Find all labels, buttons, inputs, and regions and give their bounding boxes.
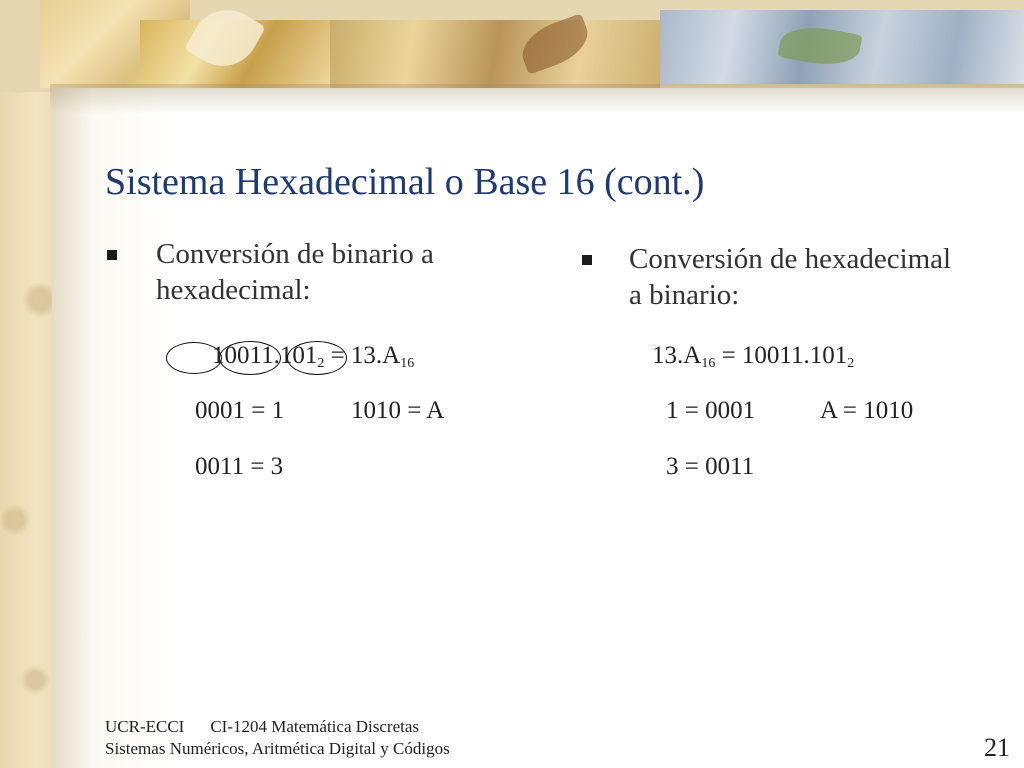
base-16-subscript: 16: [701, 356, 716, 371]
base-2-subscript: 2: [317, 356, 325, 371]
left-bullet-line-2: hexadecimal:: [156, 274, 311, 306]
slide-title: Sistema Hexadecimal o Base 16 (cont.): [105, 161, 705, 203]
base-2-subscript: 2: [847, 356, 855, 371]
bullet-square-icon: [582, 255, 592, 265]
right-bullet-line-1: Conversión de hexadecimal: [629, 243, 952, 275]
left-row1-a: 0001 = 1: [195, 397, 285, 424]
footer-org: UCR-ECCI: [105, 717, 185, 736]
left-bullet-line-1: Conversión de binario a: [156, 238, 434, 270]
right-bullet-text: [629, 241, 951, 313]
binary-number: 10011.101: [212, 342, 318, 369]
hex-result: = 13.A: [324, 342, 401, 369]
hex-number: 13.A: [652, 342, 702, 369]
right-main-equation: [652, 342, 854, 372]
footer-line-1: [105, 716, 450, 738]
left-main-equation: [212, 342, 414, 372]
bullet-square-icon: [107, 250, 117, 260]
parchment-border: [0, 0, 60, 768]
banner-tile-3: [330, 20, 660, 88]
binary-result: = 10011.101: [715, 342, 848, 369]
banner-shadow: [50, 84, 1024, 114]
left-row2-a: 0011 = 3: [195, 453, 284, 480]
right-row1-b: A = 1010: [820, 397, 914, 424]
decorative-banner: [0, 0, 1024, 92]
left-bullet-text: [156, 236, 434, 308]
right-bullet-line-2: a binario:: [629, 279, 740, 311]
base-16-subscript: 16: [400, 356, 415, 371]
slide-footer: [105, 716, 450, 760]
footer-subtitle: Sistemas Numéricos, Aritmética Digital y Códigos: [105, 739, 450, 758]
footer-course: CI-1204 Matemática Discretas: [210, 717, 419, 736]
right-row1-a: 1 = 0001: [666, 397, 756, 424]
page-number: 21: [984, 733, 1010, 762]
right-row2-a: 3 = 0011: [666, 453, 755, 480]
left-row1-b: 1010 = A: [351, 397, 445, 424]
